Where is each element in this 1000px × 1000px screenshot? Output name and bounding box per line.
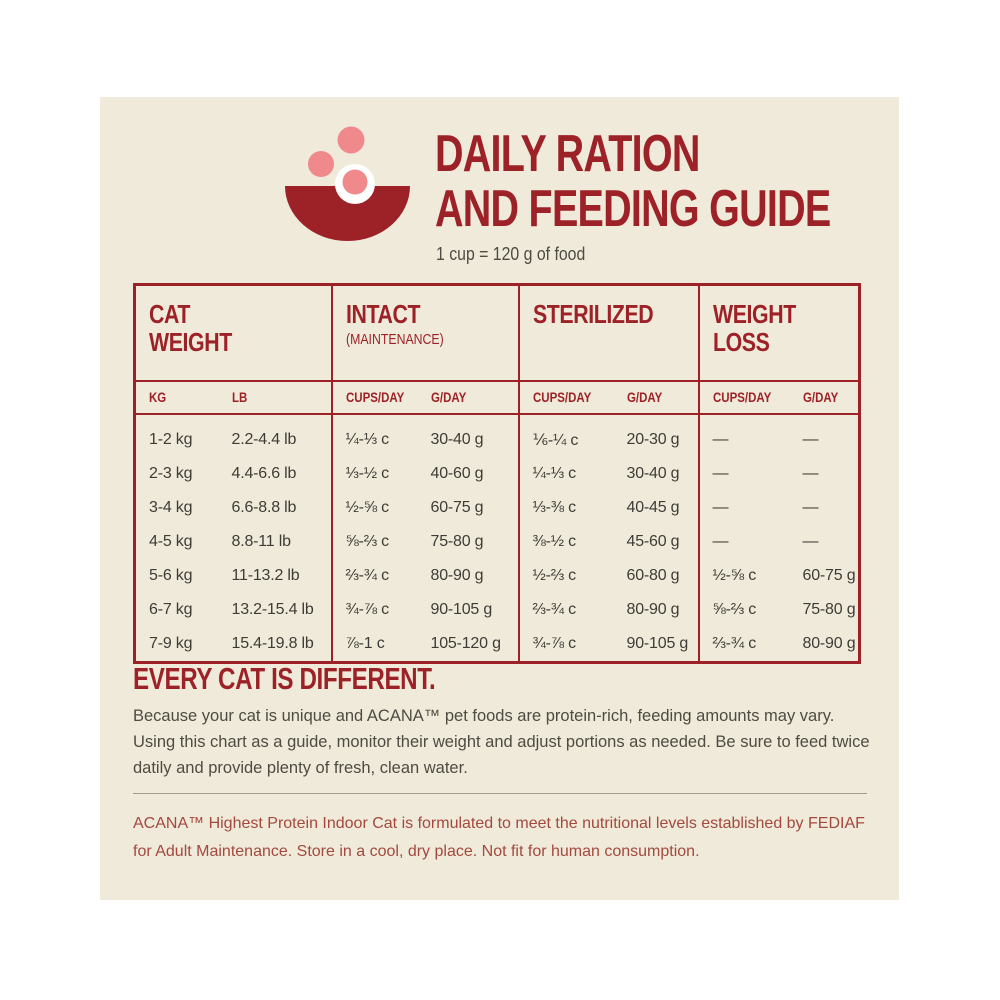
cell-kg: 7-9 kg (149, 635, 193, 652)
subheader-weightloss-cups: CUPS/DAY (699, 381, 790, 414)
table-subheader-row (135, 381, 860, 414)
cell-kg: 2-3 kg (149, 465, 193, 482)
table-row (135, 457, 860, 491)
feeding-advice-paragraph: Because your cat is unique and ACANA™ pet foods are protein-rich, feeding amounts may vary. Using this chart as a guide, monitor their weight and adjust portions as needed. Be sure to feed twice datily and provide plenty of fresh, clean water. (133, 707, 870, 777)
header-intact: INTACT (MAINTENANCE) (332, 285, 519, 382)
cell-sterilized-g: 20-30 g (626, 431, 680, 448)
subheader-sterilized-g: G/DAY (614, 381, 699, 414)
cell-weightloss-cups: — (699, 414, 790, 457)
cell-sterilized-g: 60-80 g (626, 567, 680, 584)
cell-sterilized-cups: ⅓-⅜ c (519, 491, 614, 525)
cream-panel (100, 97, 899, 900)
cell-sterilized-cups: ⅔-¾ c (519, 593, 614, 627)
nutrition-footnote: ACANA™ Highest Protein Indoor Cat is formulated to meet the nutritional levels established by FEDIAF for Adult Maintenance. Store in a cool, dry place. Not fit for human consumption. (133, 815, 865, 860)
cell-intact-g: 105-120 g (430, 635, 501, 652)
table-row (135, 414, 860, 457)
cell-lb: 6.6-8.8 lb (231, 499, 297, 516)
cell-intact-cups: ⅓-½ c (332, 457, 418, 491)
cell-lb: 15.4-19.8 lb (231, 635, 314, 652)
header-cat-weight: CAT WEIGHT (135, 285, 332, 382)
cell-sterilized-cups: ⅙-¼ c (519, 414, 614, 457)
cell-lb: 2.2-4.4 lb (231, 431, 297, 448)
cell-intact-cups: ¼-⅓ c (332, 414, 418, 457)
cell-intact-g: 40-60 g (430, 465, 484, 482)
cell-sterilized-g: 90-105 g (626, 635, 689, 652)
cell-intact-g: 75-80 g (430, 533, 484, 550)
cell-kg: 4-5 kg (149, 533, 193, 550)
cell-sterilized-cups: ¾-⅞ c (519, 627, 614, 663)
cell-lb: 8.8-11 lb (231, 533, 291, 550)
cell-lb: 11-13.2 lb (231, 567, 300, 584)
header-sterilized: STERILIZED (519, 285, 699, 382)
cell-intact-g: 30-40 g (430, 431, 484, 448)
cell-sterilized-cups: ½-⅔ c (519, 559, 614, 593)
cell-weightloss-cups: — (699, 491, 790, 525)
cell-weightloss-g: — (802, 465, 819, 482)
subheader-weightloss-g: G/DAY (790, 381, 860, 414)
page-title (435, 127, 830, 237)
cell-lb: 13.2-15.4 lb (231, 601, 314, 618)
cell-sterilized-cups: ¼-⅓ c (519, 457, 614, 491)
cell-intact-cups: ⅝-⅔ c (332, 525, 418, 559)
cell-sterilized-g: 45-60 g (626, 533, 680, 550)
cell-weightloss-cups: ⅝-⅔ c (699, 593, 790, 627)
cell-intact-g: 80-90 g (430, 567, 484, 584)
table-header-row (135, 285, 860, 382)
cell-sterilized-g: 80-90 g (626, 601, 680, 618)
subheader-intact-g: G/DAY (418, 381, 519, 414)
cell-weightloss-g: — (802, 533, 819, 550)
cell-intact-cups: ⅞-1 c (332, 627, 418, 663)
cell-weightloss-g: — (802, 431, 819, 448)
feeding-table (133, 283, 861, 664)
table-row (135, 559, 860, 593)
cell-weightloss-cups: — (699, 525, 790, 559)
page-title-line2: AND FEEDING GUIDE (435, 180, 831, 239)
page-title-line1: DAILY RATION (435, 125, 700, 183)
cell-weightloss-g: 80-90 g (802, 635, 856, 652)
cell-intact-g: 60-75 g (430, 499, 484, 516)
cell-sterilized-cups: ⅜-½ c (519, 525, 614, 559)
cell-weightloss-g: 75-80 g (802, 601, 856, 618)
cell-sterilized-g: 40-45 g (626, 499, 680, 516)
cell-weightloss-g: 60-75 g (802, 567, 856, 584)
cup-conversion-note: 1 cup = 120 g of food (436, 244, 586, 264)
cell-sterilized-g: 30-40 g (626, 465, 680, 482)
cell-kg: 6-7 kg (149, 601, 193, 618)
cell-weightloss-cups: ½-⅝ c (699, 559, 790, 593)
table-row (135, 525, 860, 559)
cell-intact-cups: ¾-⅞ c (332, 593, 418, 627)
every-cat-heading: EVERY CAT IS DIFFERENT. (133, 661, 436, 696)
cell-lb: 4.4-6.6 lb (231, 465, 297, 482)
cell-kg: 1-2 kg (149, 431, 193, 448)
bowl-with-kibble-icon (283, 123, 413, 243)
subheader-intact-cups: CUPS/DAY (332, 381, 418, 414)
horizontal-divider (133, 793, 867, 794)
cell-weightloss-cups: — (699, 457, 790, 491)
table-row (135, 491, 860, 525)
subheader-sterilized-cups: CUPS/DAY (519, 381, 614, 414)
table-row (135, 593, 860, 627)
cell-kg: 3-4 kg (149, 499, 193, 516)
cell-weightloss-cups: ⅔-¾ c (699, 627, 790, 663)
cell-intact-g: 90-105 g (430, 601, 493, 618)
cell-weightloss-g: — (802, 499, 819, 516)
subheader-kg: KG (135, 381, 219, 414)
table-row (135, 627, 860, 663)
subheader-lb: LB (219, 381, 332, 414)
cell-kg: 5-6 kg (149, 567, 193, 584)
header-weight-loss: WEIGHT LOSS (699, 285, 860, 382)
cell-intact-cups: ½-⅝ c (332, 491, 418, 525)
cell-intact-cups: ⅔-¾ c (332, 559, 418, 593)
